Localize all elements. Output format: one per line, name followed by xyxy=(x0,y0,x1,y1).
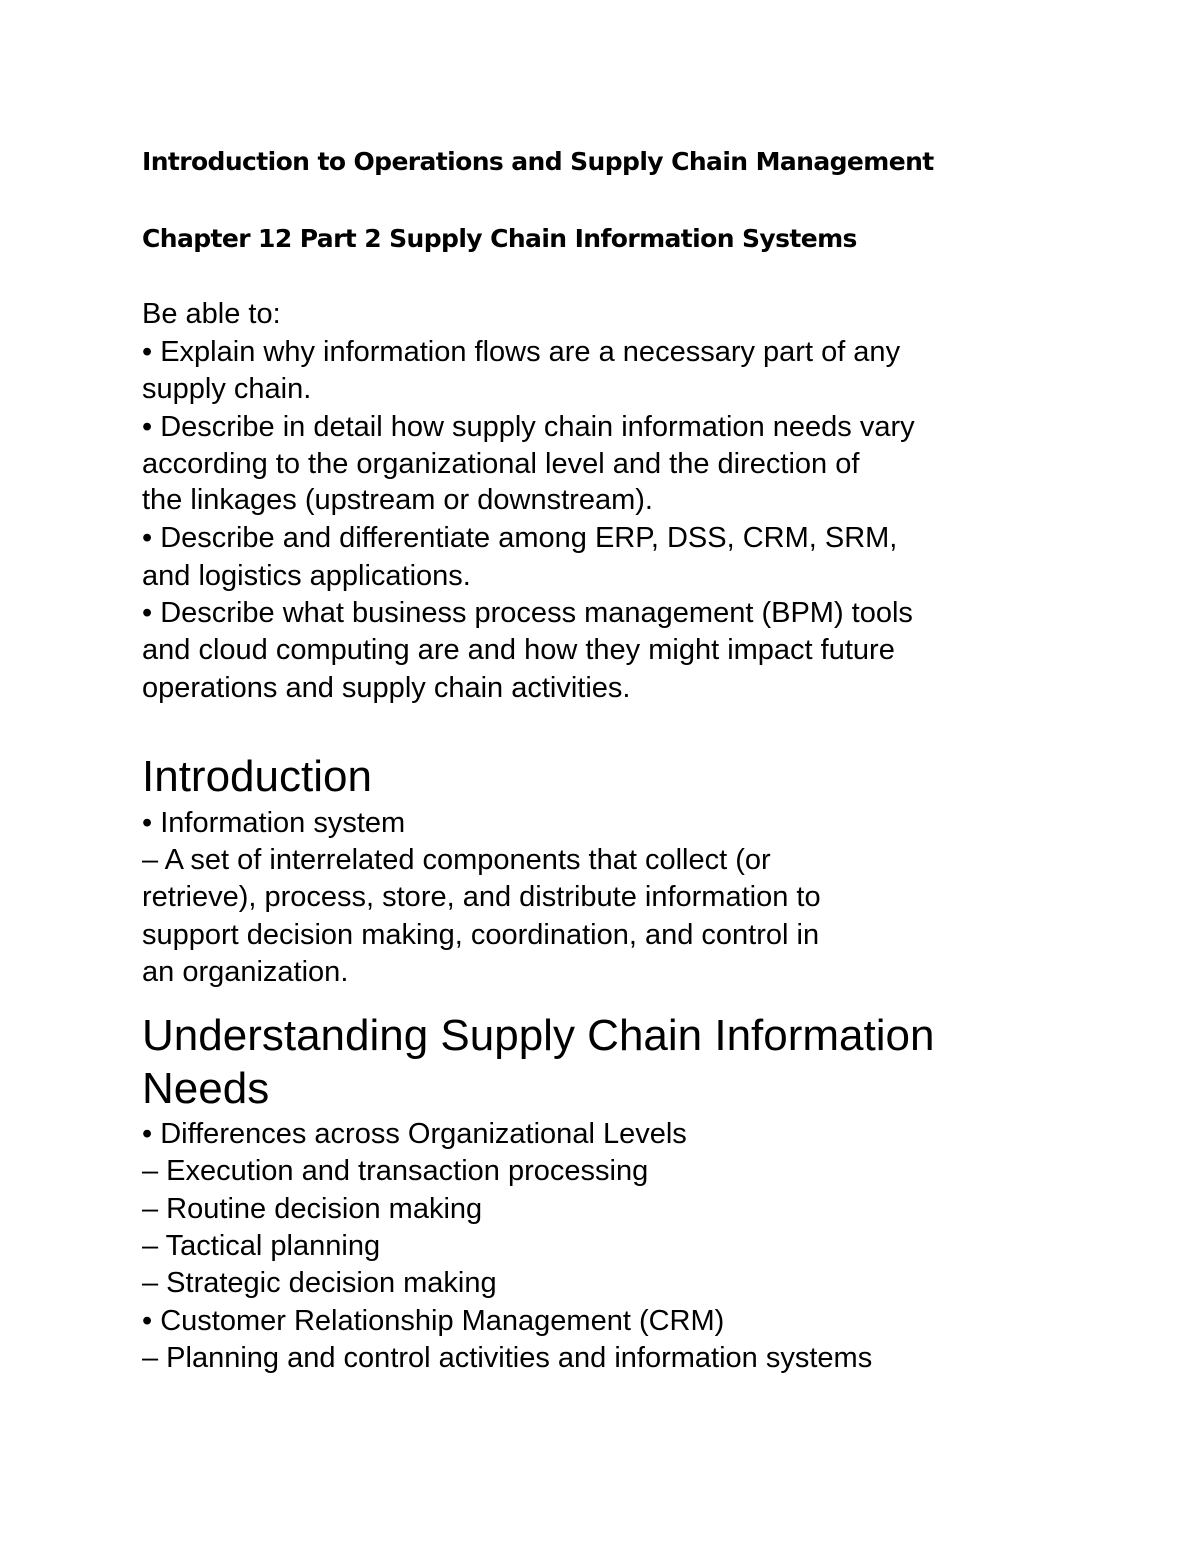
introduction-heading: Introduction xyxy=(142,752,372,801)
objective-line: and cloud computing are and how they might impact future xyxy=(142,634,895,666)
document-title: Introduction to Operations and Supply Chain Management xyxy=(142,147,934,176)
understanding-line: – Execution and transaction processing xyxy=(142,1155,649,1187)
document-subtitle: Chapter 12 Part 2 Supply Chain Information Systems xyxy=(142,224,857,253)
objective-line: • Explain why information flows are a necessary part of any xyxy=(142,336,901,368)
understanding-line: – Tactical planning xyxy=(142,1230,381,1262)
introduction-line: an organization. xyxy=(142,956,349,988)
understanding-heading-line: Understanding Supply Chain Information xyxy=(142,1011,935,1060)
objective-line: and logistics applications. xyxy=(142,560,471,592)
understanding-line: – Strategic decision making xyxy=(142,1267,497,1299)
objective-line: the linkages (upstream or downstream). xyxy=(142,484,653,516)
objectives-lead: Be able to: xyxy=(142,298,281,330)
understanding-line: – Planning and control activities and information systems xyxy=(142,1342,873,1374)
understanding-heading-line: Needs xyxy=(142,1064,270,1113)
introduction-line: retrieve), process, store, and distribute information to xyxy=(142,881,821,913)
understanding-line: – Routine decision making xyxy=(142,1193,483,1225)
understanding-line: • Customer Relationship Management (CRM) xyxy=(142,1305,725,1337)
introduction-line: support decision making, coordination, and control in xyxy=(142,919,820,951)
objective-line: • Describe and differentiate among ERP, DSS, CRM, SRM, xyxy=(142,522,898,554)
objective-line: supply chain. xyxy=(142,373,312,405)
objective-line: according to the organizational level and the direction of xyxy=(142,448,860,480)
objective-line: • Describe what business process management (BPM) tools xyxy=(142,597,913,629)
understanding-line: • Differences across Organizational Levels xyxy=(142,1118,687,1150)
introduction-line: – A set of interrelated components that collect (or xyxy=(142,844,771,876)
objective-line: • Describe in detail how supply chain information needs vary xyxy=(142,411,915,443)
objective-line: operations and supply chain activities. xyxy=(142,672,631,704)
introduction-line: • Information system xyxy=(142,807,406,839)
